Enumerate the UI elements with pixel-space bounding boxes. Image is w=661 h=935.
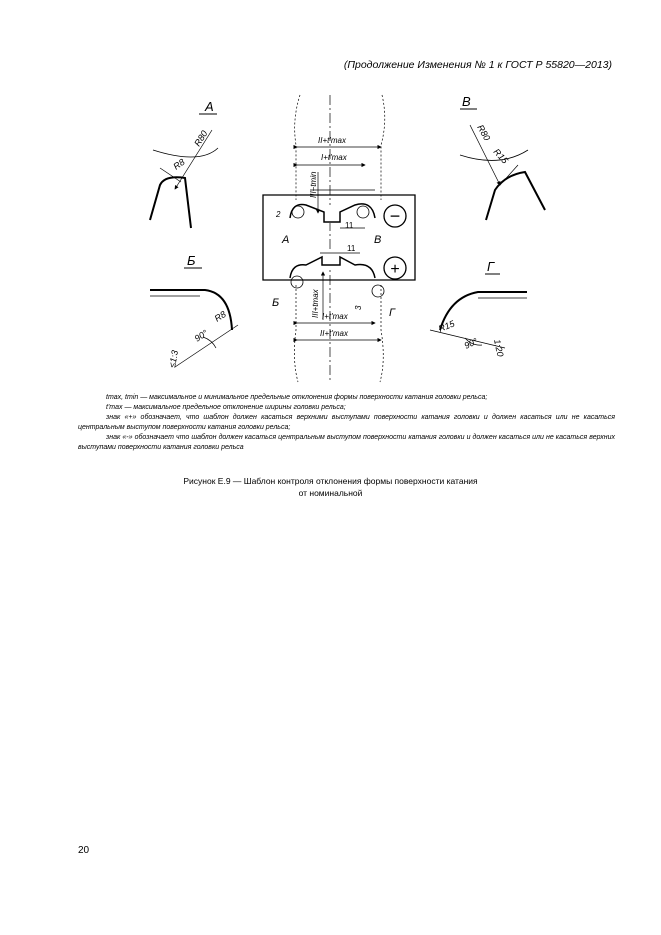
detail-v [460, 94, 545, 220]
dim-3: 3 [354, 305, 363, 310]
detail-v-r15: R15 [491, 146, 510, 166]
figure-caption-line1: Рисунок Е.9 — Шаблон контроля отклонения формы поверхности катания [183, 476, 478, 486]
figure-e9 [0, 0, 661, 390]
detail-b [150, 253, 238, 368]
detail-b-angle: 90° [192, 327, 210, 344]
detail-b-slope: ≤1:3 [167, 349, 181, 369]
detail-b-letter: Б [187, 253, 196, 268]
dim-2: 2 [276, 210, 281, 219]
dim-bottom-outer: II+t'max [320, 329, 348, 338]
label-v: В [374, 234, 382, 246]
detail-v-letter: В [462, 94, 471, 109]
plus-sign: + [390, 261, 400, 278]
dim-vertical-lower: III+tmax [311, 289, 320, 318]
note-line: знак «+» обозначает, что шаблон должен касаться верхними выступами поверхности катания головки и должен касаться или не касаться центральным выступом поверхности катания головки рельса; [78, 413, 615, 431]
detail-g-slope: 1:20 [492, 338, 506, 358]
label-g: Г [389, 307, 395, 319]
dim-bottom-inner: I+t'max [322, 312, 348, 321]
detail-a-r80: R80 [192, 128, 210, 149]
note-line: tmax, tmin — максимальное и минимальное предельные отклонения формы поверхности катания головки рельса; [106, 394, 488, 401]
figure-notes [78, 393, 615, 452]
minus-sign: − [389, 206, 401, 226]
note-line: t'max — максимальное предельное отклонение ширины головки рельса; [106, 403, 346, 411]
figure-caption-line2: от номинальной [298, 488, 363, 498]
dim-11-top: 11 [345, 221, 354, 230]
page-number: 20 [78, 845, 90, 856]
dim-top-inner: I+t'max [321, 153, 347, 162]
detail-v-r80: R80 [475, 123, 493, 143]
detail-b-r8: R8 [212, 309, 228, 324]
detail-g-r15: R15 [437, 318, 457, 334]
detail-g-angle: 90° [462, 335, 480, 351]
detail-a-r8: R8 [171, 156, 187, 172]
page-header: (Продолжение Изменения № 1 к ГОСТ Р 55820—2013) [343, 59, 612, 71]
detail-a-letter: А [205, 99, 214, 114]
dim-vertical: III−tmin [309, 171, 318, 198]
detail-g-letter: Г [487, 259, 495, 274]
detail-a [150, 99, 218, 228]
main-rail-drawing [263, 95, 415, 382]
label-b: Б [272, 297, 280, 309]
dim-top-outer: II+t'max [318, 136, 346, 145]
note-line: знак «-» обозначает что шаблон должен касаться центральным выступом поверхности катания головки и должен касаться или не касаться верхних выступами поверхности катания головки рельса [78, 433, 615, 451]
dim-11-bottom: 11 [347, 244, 356, 253]
label-a: А [282, 234, 290, 246]
detail-g [430, 259, 527, 358]
